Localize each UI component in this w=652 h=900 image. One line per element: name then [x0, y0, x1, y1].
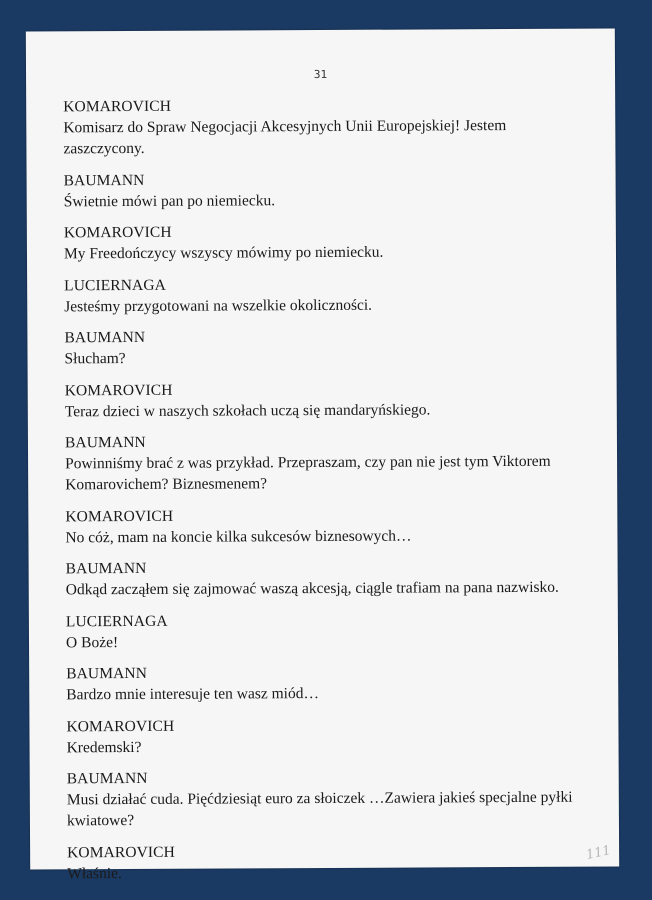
speaker-name: BAUMANN — [64, 328, 146, 347]
dialogue-entry — [64, 325, 589, 370]
dialogue-line: Teraz dzieci w naszych szkołach uczą się mandaryńskiego. — [64, 400, 431, 420]
speaker-name: KOMAROVICH — [64, 381, 173, 399]
dialogue-line: Powinniśmy brać z was przykład. Przepraszam, czy pan nie jest tym Viktorem Komarovichem? Biznesmenem? — [65, 452, 551, 494]
speaker-name: LUCIERNAGA — [65, 612, 168, 630]
dialogue-line: Bardzo mnie interesuje ten wasz miód… — [66, 685, 319, 704]
dialogue-entry — [67, 839, 592, 884]
dialogue-entry — [63, 94, 588, 160]
dialogue-line: Kredemski? — [66, 738, 142, 756]
dialogue-line: Właśnie. — [67, 864, 122, 882]
page-number: 31 — [313, 67, 328, 82]
dialogue-entry — [64, 167, 589, 212]
handwritten-page-mark: 111 — [584, 843, 613, 864]
dialogue-list — [63, 94, 592, 895]
speaker-name: BAUMANN — [64, 433, 146, 452]
speaker-name: BAUMANN — [66, 664, 148, 683]
speaker-name: KOMAROVICH — [63, 223, 172, 242]
speaker-name: KOMAROVICH — [67, 843, 175, 861]
dialogue-entry — [65, 430, 590, 496]
dialogue-entry — [66, 608, 591, 653]
dialogue-entry — [66, 713, 591, 758]
dialogue-line: My Freedończycy wszyscy mówimy po niemiecku. — [63, 243, 384, 263]
dialogue-line: Słucham? — [64, 350, 126, 368]
dialogue-entry — [66, 556, 591, 601]
dialogue-line: Odkąd zacząłem się zajmować waszą akcesją, ciągle trafiam na pana nazwisko. — [65, 578, 559, 599]
dialogue-line: No cóż, mam na koncie kilka sukcesów biznesowych… — [65, 527, 412, 546]
speaker-name: BAUMANN — [66, 769, 148, 788]
dialogue-entry — [66, 661, 591, 706]
dialogue-entry — [64, 220, 589, 265]
dialogue-entry — [64, 272, 589, 317]
dialogue-entry — [65, 503, 590, 548]
speaker-name: BAUMANN — [63, 171, 145, 189]
dialogue-entry — [65, 377, 590, 422]
dialogue-line: O Boże! — [65, 633, 119, 651]
script-page — [26, 28, 619, 882]
dialogue-line: Jesteśmy przygotowani na wszelkie okoliczności. — [64, 296, 373, 315]
speaker-name: KOMAROVICH — [66, 717, 175, 735]
speaker-name: KOMAROVICH — [65, 507, 174, 525]
dialogue-entry — [67, 766, 592, 832]
speaker-name: BAUMANN — [65, 559, 147, 578]
dialogue-line: Komisarz do Spraw Negocjacji Akcesyjnych Unii Europejskiej! Jestem zaszczycony. — [63, 117, 507, 158]
speaker-name: LUCIERNAGA — [64, 276, 166, 294]
dialogue-line: Świetnie mówi pan po niemiecku. — [63, 191, 276, 210]
dialogue-line: Musi działać cuda. Pięćdziesiąt euro za słoiczek …Zawiera jakieś specjalne pyłki kwiatowe? — [66, 788, 573, 830]
speaker-name: KOMAROVICH — [63, 97, 172, 116]
